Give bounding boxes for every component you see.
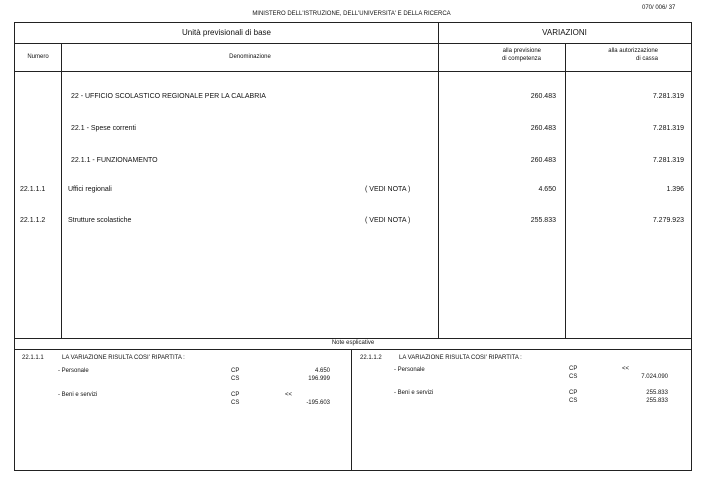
competenza-header-line2: di competenza [501, 56, 541, 62]
note-heading: LA VARIAZIONE RISULTA COSI' RIPARTITA : [399, 355, 522, 361]
note-line-tag: CP [569, 366, 578, 372]
variazioni-header: VARIAZIONI [542, 28, 587, 37]
row-competenza: 4.650 [538, 186, 556, 193]
note-line-value: 255.833 [646, 398, 668, 404]
note-line-value: 196.999 [308, 376, 330, 382]
row-competenza: 260.483 [530, 93, 556, 100]
document-code: 070/ 006/ 37 [642, 5, 676, 11]
note-line-tag: CP [569, 390, 578, 396]
upb-header: Unità previsionali di base [182, 28, 271, 37]
note-line-tag: CS [569, 398, 578, 404]
note-line-value: 4.650 [314, 368, 330, 374]
note-item-label: - Beni e servizi [58, 392, 98, 398]
note-item-label: - Personale [394, 367, 425, 373]
row-note-ref: ( VEDI NOTA ) [365, 217, 411, 224]
row-denominazione: Strutture scolastiche [68, 217, 132, 224]
main-table-frame [14, 22, 692, 339]
note-heading: LA VARIAZIONE RISULTA COSI' RIPARTITA : [62, 355, 185, 361]
row-competenza: 255.833 [530, 217, 556, 224]
row-numero: 22.1.1.2 [20, 217, 46, 224]
row-cassa: 7.279.923 [652, 217, 684, 224]
ministry-title: MINISTERO DELL'ISTRUZIONE, DELL'UNIVERSITA' E DELLA RICERCA [252, 11, 451, 17]
note-line-tag: CS [231, 376, 240, 382]
note-code: 22.1.1.2 [360, 355, 382, 361]
row-note-ref: ( VEDI NOTA ) [365, 186, 411, 193]
note-item-label: - Personale [58, 368, 89, 374]
note-item-label: - Beni e servizi [394, 390, 434, 396]
note-code: 22.1.1.1 [22, 355, 44, 361]
row-denominazione: 22.1.1 - FUNZIONAMENTO [71, 157, 158, 164]
row-denominazione: Uffici regionali [68, 186, 112, 193]
row-denominazione: 22 - UFFICIO SCOLASTICO REGIONALE PER LA CALABRIA [71, 93, 266, 100]
note-line-tag: CS [231, 400, 240, 406]
note-line-tag: CS [569, 374, 578, 380]
row-numero: 22.1.1.1 [20, 186, 46, 193]
note-line-value: 255.833 [646, 390, 668, 396]
row-competenza: 260.483 [530, 125, 556, 132]
cassa-header-line1: alla autorizzazione [608, 48, 658, 54]
note-line-symbol: << [285, 392, 293, 398]
row-cassa: 7.281.319 [652, 157, 684, 164]
note-line-tag: CP [231, 368, 240, 374]
row-cassa: 7.281.319 [652, 93, 684, 100]
row-denominazione: 22.1 - Spese correnti [71, 125, 136, 132]
note-line-value: 7.024.090 [641, 374, 668, 380]
row-competenza: 260.483 [530, 157, 556, 164]
row-cassa: 1.396 [666, 186, 684, 193]
row-cassa: 7.281.319 [652, 125, 684, 132]
competenza-header-line1: alla previsione [502, 48, 541, 54]
note-line-value: -195.603 [306, 400, 330, 406]
numero-header: Numero [27, 54, 49, 60]
notes-title: Note esplicative [331, 340, 375, 346]
note-line-tag: CP [231, 392, 240, 398]
cassa-header-line2: di cassa [635, 56, 658, 62]
note-line-symbol: << [622, 366, 630, 372]
denominazione-header: Denominazione [229, 54, 271, 60]
